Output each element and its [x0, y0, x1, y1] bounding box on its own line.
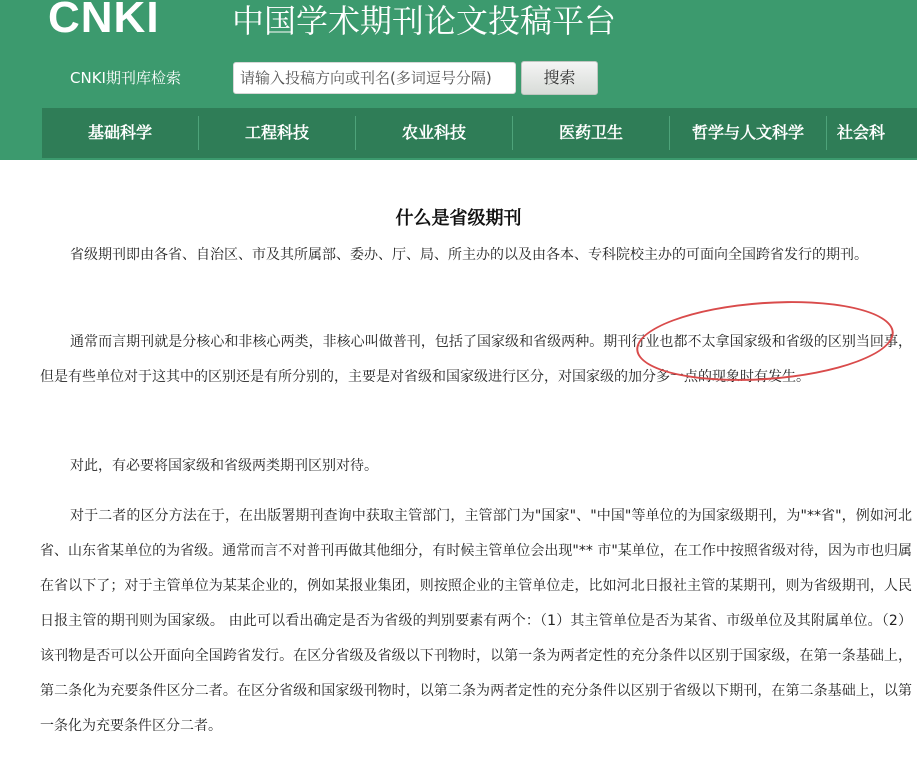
article-paragraph: 对此，有必要将国家级和省级两类期刊区别对待。: [70, 458, 378, 474]
logo-bar: [0, 0, 917, 44]
site-header: [0, 0, 917, 160]
category-nav: [42, 108, 917, 158]
nav-item-basic-science[interactable]: 基础科学: [87, 123, 152, 142]
nav-item-engineering[interactable]: 工程科技: [244, 123, 309, 142]
search-button[interactable]: 搜索: [521, 61, 598, 95]
article-paragraph: 通常而言期刊就是分核心和非核心两类，非核心叫做普刊，包括了国家级和省级两种。期刊行业也都不太拿国家级和省级的区别当回事，但是有些单位对于这其中的区别还是有所分别的，主要是对省级和国家级进行区分，对国家级的加分多一点的现象时有发生。: [40, 334, 912, 385]
nav-item-medicine[interactable]: 医药卫生: [558, 123, 623, 142]
article-title: 什么是省级期刊: [395, 208, 522, 229]
site-title: 中国学术期刊论文投稿平台: [232, 2, 617, 40]
nav-item-social-science[interactable]: 社会科: [837, 123, 886, 142]
article-paragraph: 省级期刊即由各省、自治区、市及其所属部、委办、厅、局、所主办的以及由各本、专科院校主办的可面向全国跨省发行的期刊。: [70, 247, 868, 263]
article-body: [0, 160, 917, 766]
article-paragraph: 对于二者的区分方法在于，在出版署期刊查询中获取主管部门，主管部门为"国家"、"中国"等单位的为国家级期刊，为"**省"，例如河北省、山东省某单位的为省级。通常而言不对普刊再做其他细分，有时候主管单位会出现"** 市"某单位，在工作中按照省级对待，因为市也归属在省以下了；对于主管单位为某某企业的，例如某报业集团，则按照企业的主管单位走，比如河北日报社主管的某期刊，则为省级期刊，人民日报主管的期刊则为国家级。 由此可以看出确定是否为省级的判别要素有两个：（1）其主管单位是否为某省、市级单位及其附属单位。（2）该刊物是否可以公开面向全国跨省发行。在区分省级及省级以下刊物时，以第一条为两者定性的充分条件以区别于国家级，在第一条基础上，第二条化为充要条件区分二者。在区分省级和国家级刊物时，以第二条为两者定性的充分条件以区别于省级以下期刊，在第二条基础上，以第一条化为充要条件区分二者。: [40, 508, 912, 734]
nav-item-humanities[interactable]: 哲学与人文科学: [691, 123, 804, 142]
nav-item-agriculture[interactable]: 农业科技: [401, 123, 466, 142]
search-label: CNKI期刊库检索: [70, 69, 181, 87]
nav-divider: [826, 116, 827, 150]
cnki-logo[interactable]: CNKI: [48, 0, 160, 42]
search-input[interactable]: 请输入投稿方向或刊名(多词逗号分隔): [233, 62, 516, 94]
